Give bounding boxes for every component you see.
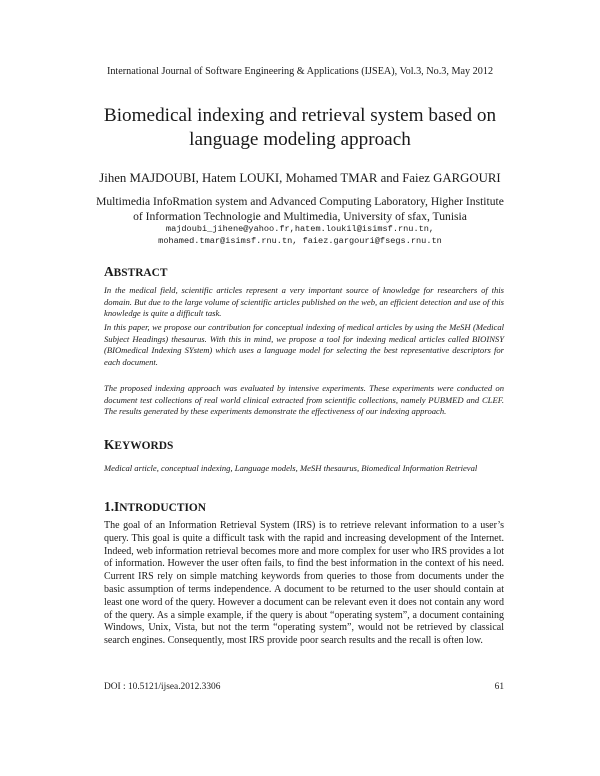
keywords-heading: KEYWORDS <box>104 437 174 452</box>
introduction-paragraph: The goal of an Information Retrieval System (IRS) is to retrieve relevant information to a user’s query. This goal is quite a difficult task with the rapid and increasing development of the Internet. Indeed, web information retrieval becomes more and more complex for user who IRS provides a lot of information. However the user often fails, to find the best information in the context of his need. Current IRS rely on simple matching keywords from queries to those from documents under the basic assumption of terms independence. A document to be returned to the user should contain at least one word of the query. However a document can be relevant even it does not contain any word of the query. As a simple example, if the query is about “operating system”, a document containing Windows, Unix, Vista, but not the term “operating system”, would not be retrieved by classical search engines. Consequently, most IRS provide poor search results and the recall is often low. <box>104 520 504 647</box>
doi: DOI : 10.5121/ijsea.2012.3306 <box>104 682 221 692</box>
abstract-paragraph-3: The proposed indexing approach was evaluated by intensive experiments. These experiments were conducted on document test collections of real world clinical extracted from scientific collections, namely PUBMED and CLEF. The results generated by these experiments demonstrate the effectiveness of our indexing approach. <box>104 383 504 417</box>
keywords-text: Medical article, conceptual indexing, Language models, MeSH thesaurus, Biomedical Information Retrieval <box>104 463 478 473</box>
authors: Jihen MAJDOUBI, Hatem LOUKI, Mohamed TMAR and Faiez GARGOURI <box>99 171 501 185</box>
paper-title <box>0 104 600 152</box>
email-line-2: mohamed.tmar@isimsf.rnu.tn, faiez.gargouri@fsegs.rnu.tn <box>158 236 442 246</box>
title-line-1: Biomedical indexing and retrieval system based on <box>103 105 497 126</box>
affiliation <box>0 194 600 224</box>
emails <box>0 223 600 247</box>
introduction-heading: 1.INTRODUCTION <box>104 499 206 514</box>
affiliation-line-2: of Information Technologie and Multimedia, University of sfax, Tunisia <box>133 210 467 223</box>
page-number: 61 <box>494 682 504 692</box>
abstract-heading: ABSTRACT <box>104 264 168 279</box>
affiliation-line-1: Multimedia InfoRmation system and Advanced Computing Laboratory, Higher Institute <box>96 195 504 208</box>
abstract-paragraph-1: In the medical field, scientific articles represent a very important source of knowledge for researchers of this domain. But due to the large volume of scientific articles published on the web, an efficient detection and use of this knowledge is quite a difficult task. <box>104 285 504 319</box>
title-line-2: language modeling approach <box>189 129 411 150</box>
abstract-paragraph-2: In this paper, we propose our contribution for conceptual indexing of medical articles by using the MeSH (Medical Subject Headings) thesaurus. With this in mind, we propose a tool for indexing medical articles called BIOINSY (BIOmedical Indexing SYstem) which uses a language model for selecting the best representative descriptors for each document. <box>104 322 504 367</box>
journal-header: International Journal of Software Engineering & Applications (IJSEA), Vol.3, No.3, May 2012 <box>106 66 494 77</box>
email-line-1: majdoubi_jihene@yahoo.fr,hatem.loukil@isimsf.rnu.tn, <box>165 224 435 234</box>
